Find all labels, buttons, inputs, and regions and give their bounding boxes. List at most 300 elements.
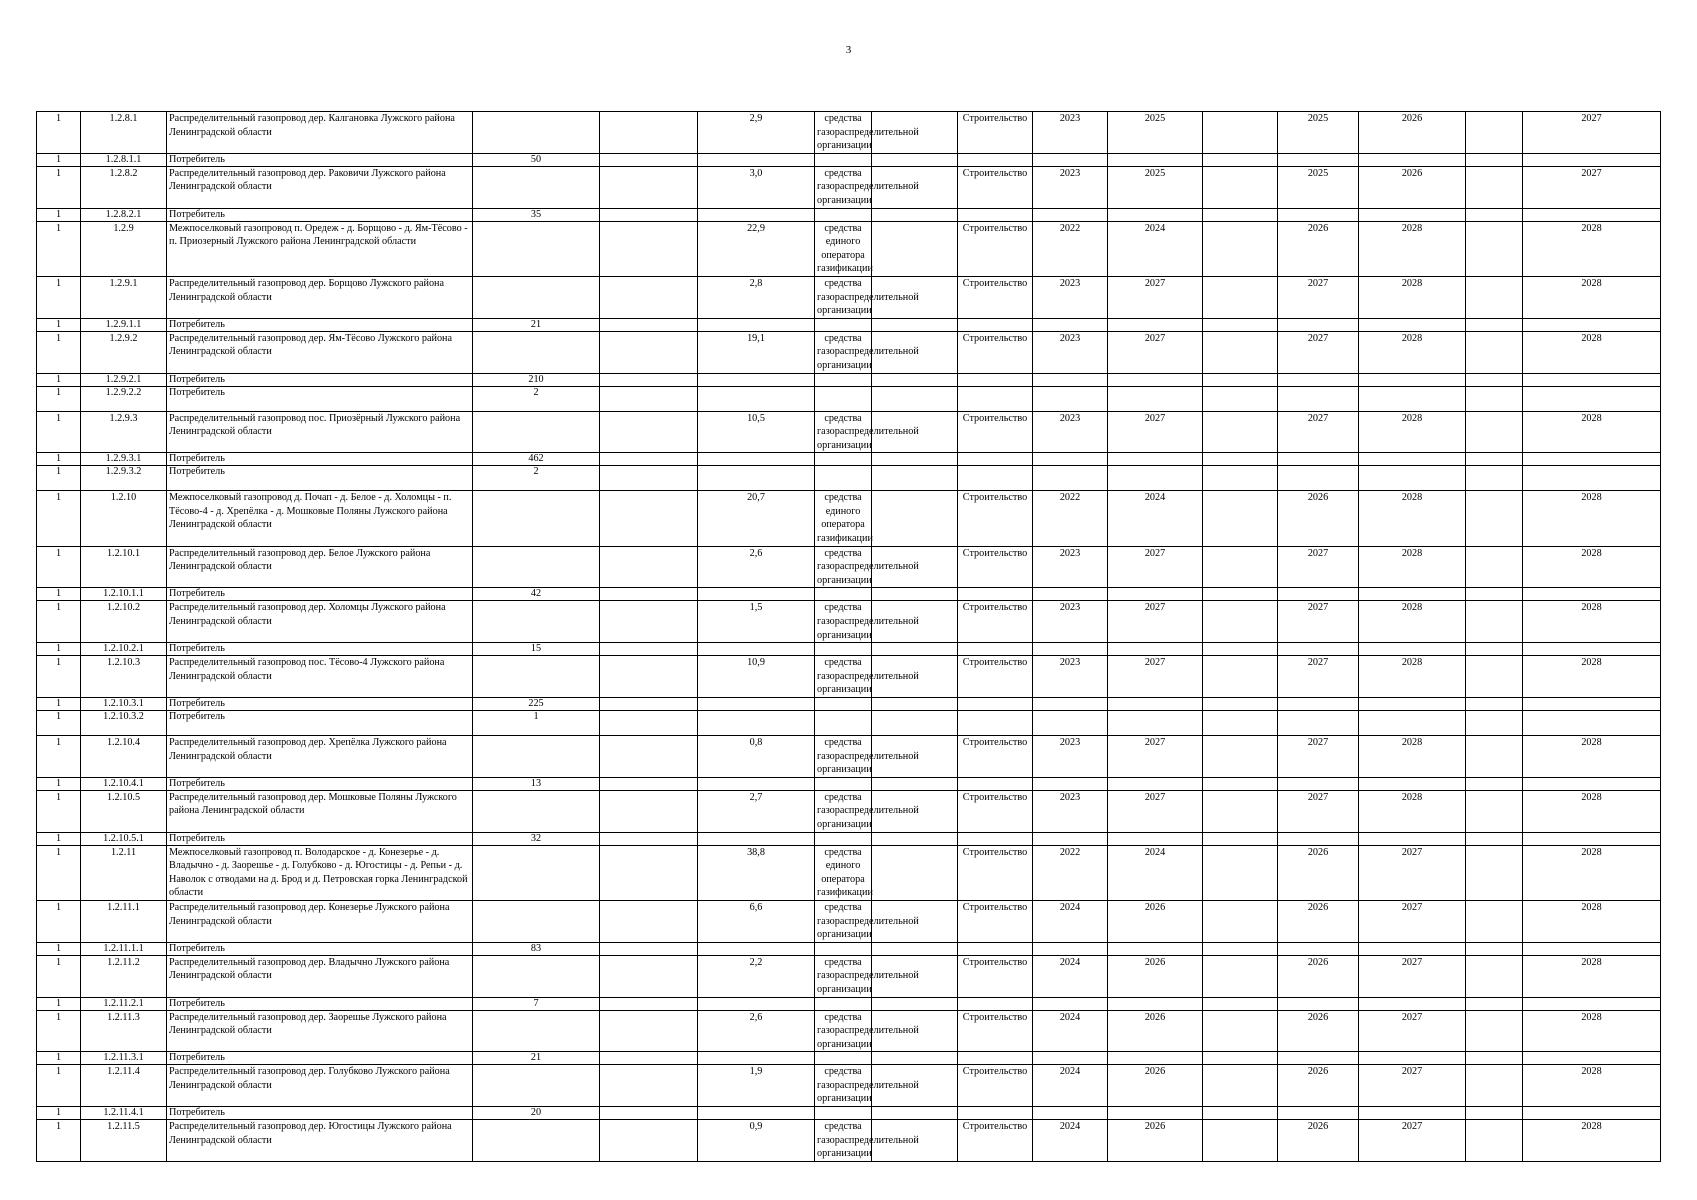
code-cell: 1.2.10.4 bbox=[81, 736, 167, 778]
year-start-cell: 2023 bbox=[1033, 790, 1108, 832]
year-4-cell bbox=[1359, 453, 1466, 466]
year-3-cell bbox=[1278, 832, 1359, 845]
code-cell: 1.2.10.3.2 bbox=[81, 711, 167, 736]
length-cell: 1,9 bbox=[698, 1065, 815, 1107]
empty-cell bbox=[872, 942, 958, 955]
empty-cell bbox=[1203, 386, 1278, 411]
work-type-cell: Строительство bbox=[958, 1120, 1033, 1162]
empty-cell bbox=[600, 845, 698, 900]
year-3-cell bbox=[1278, 386, 1359, 411]
empty-cell bbox=[600, 942, 698, 955]
length-cell: 2,8 bbox=[698, 276, 815, 318]
row-index-cell: 1 bbox=[37, 466, 81, 491]
year-4-cell bbox=[1359, 1107, 1466, 1120]
work-type-cell: Строительство bbox=[958, 790, 1033, 832]
work-type-cell: Строительство bbox=[958, 491, 1033, 546]
empty-cell bbox=[1203, 698, 1278, 711]
code-cell: 1.2.10.1 bbox=[81, 546, 167, 588]
row-index-cell: 1 bbox=[37, 845, 81, 900]
empty-cell bbox=[1466, 997, 1523, 1010]
row-index-cell: 1 bbox=[37, 1010, 81, 1052]
year-start-cell: 2024 bbox=[1033, 1065, 1108, 1107]
code-cell: 1.2.10 bbox=[81, 491, 167, 546]
year-start-cell: 2024 bbox=[1033, 900, 1108, 942]
row-index-cell: 1 bbox=[37, 1120, 81, 1162]
year-3-cell bbox=[1278, 1107, 1359, 1120]
funding-source-cell: средства газораспределительной организации bbox=[815, 955, 872, 997]
empty-cell bbox=[1203, 601, 1278, 643]
consumer-row bbox=[37, 1107, 1661, 1120]
empty-cell bbox=[1466, 491, 1523, 546]
work-type-cell bbox=[958, 1107, 1033, 1120]
count-cell: 15 bbox=[473, 643, 600, 656]
work-type-cell: Строительство bbox=[958, 955, 1033, 997]
year-start-cell: 2022 bbox=[1033, 491, 1108, 546]
year-4-cell bbox=[1359, 711, 1466, 736]
empty-cell bbox=[600, 546, 698, 588]
count-cell bbox=[473, 112, 600, 154]
empty-cell bbox=[1466, 845, 1523, 900]
year-5-cell bbox=[1523, 208, 1661, 221]
year-5-cell bbox=[1523, 588, 1661, 601]
empty-cell bbox=[872, 777, 958, 790]
code-cell: 1.2.9.3.1 bbox=[81, 453, 167, 466]
length-cell bbox=[698, 777, 815, 790]
empty-cell bbox=[1466, 955, 1523, 997]
name-cell: Распределительный газопровод дер. Хрепёлка Лужского района Ленинградской области bbox=[167, 736, 473, 778]
year-start-cell bbox=[1033, 208, 1108, 221]
year-start-cell bbox=[1033, 373, 1108, 386]
work-type-cell bbox=[958, 373, 1033, 386]
empty-cell bbox=[1203, 656, 1278, 698]
count-cell bbox=[473, 1120, 600, 1162]
year-3-cell: 2025 bbox=[1278, 166, 1359, 208]
year-end-cell: 2027 bbox=[1108, 331, 1203, 373]
code-cell: 1.2.10.3.1 bbox=[81, 698, 167, 711]
empty-cell bbox=[1203, 777, 1278, 790]
funding-source-cell bbox=[815, 208, 872, 221]
empty-cell bbox=[1203, 900, 1278, 942]
year-start-cell: 2023 bbox=[1033, 411, 1108, 453]
length-cell: 0,8 bbox=[698, 736, 815, 778]
year-3-cell: 2026 bbox=[1278, 221, 1359, 276]
year-start-cell bbox=[1033, 318, 1108, 331]
work-type-cell: Строительство bbox=[958, 1010, 1033, 1052]
code-cell: 1.2.11.2 bbox=[81, 955, 167, 997]
length-cell: 0,9 bbox=[698, 1120, 815, 1162]
year-4-cell bbox=[1359, 832, 1466, 845]
year-start-cell: 2023 bbox=[1033, 112, 1108, 154]
work-type-cell: Строительство bbox=[958, 411, 1033, 453]
work-type-cell: Строительство bbox=[958, 166, 1033, 208]
code-cell: 1.2.9.1.1 bbox=[81, 318, 167, 331]
funding-source-cell bbox=[815, 453, 872, 466]
empty-cell bbox=[600, 1065, 698, 1107]
length-cell bbox=[698, 698, 815, 711]
year-start-cell: 2023 bbox=[1033, 331, 1108, 373]
year-5-cell: 2028 bbox=[1523, 1065, 1661, 1107]
empty-cell bbox=[1203, 588, 1278, 601]
count-cell: 2 bbox=[473, 466, 600, 491]
consumer-row bbox=[37, 466, 1661, 491]
year-4-cell: 2028 bbox=[1359, 601, 1466, 643]
year-end-cell bbox=[1108, 942, 1203, 955]
year-4-cell: 2027 bbox=[1359, 900, 1466, 942]
empty-cell bbox=[872, 643, 958, 656]
year-5-cell: 2028 bbox=[1523, 1120, 1661, 1162]
year-end-cell bbox=[1108, 386, 1203, 411]
year-5-cell bbox=[1523, 777, 1661, 790]
year-5-cell: 2028 bbox=[1523, 656, 1661, 698]
length-cell: 1,5 bbox=[698, 601, 815, 643]
object-row bbox=[37, 546, 1661, 588]
year-end-cell bbox=[1108, 588, 1203, 601]
empty-cell bbox=[1203, 942, 1278, 955]
length-cell: 22,9 bbox=[698, 221, 815, 276]
year-3-cell bbox=[1278, 942, 1359, 955]
empty-cell bbox=[872, 698, 958, 711]
empty-cell bbox=[1466, 373, 1523, 386]
code-cell: 1.2.9.2 bbox=[81, 331, 167, 373]
name-cell: Распределительный газопровод дер. Холомцы Лужского района Ленинградской области bbox=[167, 601, 473, 643]
name-cell: Потребитель bbox=[167, 453, 473, 466]
funding-source-cell: средства газораспределительной организации bbox=[815, 656, 872, 698]
consumer-row bbox=[37, 453, 1661, 466]
year-4-cell bbox=[1359, 643, 1466, 656]
object-row bbox=[37, 1065, 1661, 1107]
year-start-cell bbox=[1033, 711, 1108, 736]
year-end-cell: 2024 bbox=[1108, 845, 1203, 900]
row-index-cell: 1 bbox=[37, 955, 81, 997]
empty-cell bbox=[1203, 845, 1278, 900]
count-cell: 50 bbox=[473, 153, 600, 166]
name-cell: Распределительный газопровод дер. Заорешье Лужского района Ленинградской области bbox=[167, 1010, 473, 1052]
row-index-cell: 1 bbox=[37, 698, 81, 711]
code-cell: 1.2.9.2.2 bbox=[81, 386, 167, 411]
code-cell: 1.2.11.4.1 bbox=[81, 1107, 167, 1120]
year-end-cell: 2027 bbox=[1108, 411, 1203, 453]
count-cell: 21 bbox=[473, 1052, 600, 1065]
year-end-cell bbox=[1108, 997, 1203, 1010]
name-cell: Распределительный газопровод пос. Приозёрный Лужского района Ленинградской области bbox=[167, 411, 473, 453]
funding-source-cell bbox=[815, 373, 872, 386]
year-start-cell bbox=[1033, 777, 1108, 790]
funding-source-cell bbox=[815, 1052, 872, 1065]
funding-source-cell bbox=[815, 777, 872, 790]
empty-cell bbox=[1203, 331, 1278, 373]
year-end-cell bbox=[1108, 208, 1203, 221]
year-end-cell bbox=[1108, 832, 1203, 845]
length-cell bbox=[698, 997, 815, 1010]
empty-cell bbox=[1203, 832, 1278, 845]
year-4-cell: 2028 bbox=[1359, 656, 1466, 698]
empty-cell bbox=[600, 318, 698, 331]
code-cell: 1.2.11.3.1 bbox=[81, 1052, 167, 1065]
empty-cell bbox=[1203, 643, 1278, 656]
code-cell: 1.2.11.2.1 bbox=[81, 997, 167, 1010]
year-start-cell: 2024 bbox=[1033, 1120, 1108, 1162]
empty-cell bbox=[872, 588, 958, 601]
year-3-cell: 2026 bbox=[1278, 955, 1359, 997]
empty-cell bbox=[1203, 373, 1278, 386]
year-start-cell: 2023 bbox=[1033, 656, 1108, 698]
year-end-cell: 2026 bbox=[1108, 1065, 1203, 1107]
row-index-cell: 1 bbox=[37, 373, 81, 386]
year-end-cell: 2024 bbox=[1108, 221, 1203, 276]
year-3-cell bbox=[1278, 698, 1359, 711]
code-cell: 1.2.10.1.1 bbox=[81, 588, 167, 601]
year-end-cell bbox=[1108, 373, 1203, 386]
funding-source-cell bbox=[815, 466, 872, 491]
empty-cell bbox=[600, 1107, 698, 1120]
funding-source-cell bbox=[815, 386, 872, 411]
empty-cell bbox=[600, 208, 698, 221]
year-4-cell: 2028 bbox=[1359, 411, 1466, 453]
empty-cell bbox=[1203, 166, 1278, 208]
year-4-cell: 2028 bbox=[1359, 491, 1466, 546]
year-3-cell bbox=[1278, 1052, 1359, 1065]
empty-cell bbox=[872, 373, 958, 386]
length-cell: 2,6 bbox=[698, 546, 815, 588]
code-cell: 1.2.10.3 bbox=[81, 656, 167, 698]
row-index-cell: 1 bbox=[37, 900, 81, 942]
name-cell: Потребитель bbox=[167, 386, 473, 411]
name-cell: Распределительный газопровод пос. Тёсово-4 Лужского района Ленинградской области bbox=[167, 656, 473, 698]
empty-cell bbox=[600, 997, 698, 1010]
empty-cell bbox=[872, 466, 958, 491]
year-3-cell: 2027 bbox=[1278, 276, 1359, 318]
year-5-cell: 2028 bbox=[1523, 955, 1661, 997]
count-cell bbox=[473, 1010, 600, 1052]
empty-cell bbox=[600, 832, 698, 845]
funding-source-cell bbox=[815, 832, 872, 845]
row-index-cell: 1 bbox=[37, 1107, 81, 1120]
empty-cell bbox=[1466, 386, 1523, 411]
year-5-cell: 2028 bbox=[1523, 736, 1661, 778]
year-3-cell: 2027 bbox=[1278, 331, 1359, 373]
empty-cell bbox=[600, 453, 698, 466]
consumer-row bbox=[37, 588, 1661, 601]
work-type-cell bbox=[958, 153, 1033, 166]
year-4-cell bbox=[1359, 942, 1466, 955]
empty-cell bbox=[1203, 997, 1278, 1010]
table-body bbox=[37, 112, 1661, 1162]
year-3-cell bbox=[1278, 643, 1359, 656]
work-type-cell: Строительство bbox=[958, 221, 1033, 276]
name-cell: Распределительный газопровод дер. Мошковые Поляны Лужского района Ленинградской области bbox=[167, 790, 473, 832]
object-row bbox=[37, 1010, 1661, 1052]
count-cell bbox=[473, 656, 600, 698]
year-4-cell bbox=[1359, 777, 1466, 790]
empty-cell bbox=[1466, 208, 1523, 221]
code-cell: 1.2.11.1 bbox=[81, 900, 167, 942]
consumer-row bbox=[37, 711, 1661, 736]
empty-cell bbox=[1203, 1010, 1278, 1052]
length-cell: 6,6 bbox=[698, 900, 815, 942]
name-cell: Потребитель bbox=[167, 643, 473, 656]
name-cell: Потребитель bbox=[167, 698, 473, 711]
count-cell: 21 bbox=[473, 318, 600, 331]
count-cell bbox=[473, 331, 600, 373]
year-4-cell bbox=[1359, 588, 1466, 601]
consumer-row bbox=[37, 777, 1661, 790]
year-5-cell bbox=[1523, 698, 1661, 711]
object-row bbox=[37, 221, 1661, 276]
funding-source-cell: средства единого оператора газификации bbox=[815, 221, 872, 276]
year-end-cell: 2024 bbox=[1108, 491, 1203, 546]
year-3-cell: 2026 bbox=[1278, 845, 1359, 900]
row-index-cell: 1 bbox=[37, 453, 81, 466]
row-index-cell: 1 bbox=[37, 643, 81, 656]
work-type-cell bbox=[958, 942, 1033, 955]
row-index-cell: 1 bbox=[37, 790, 81, 832]
consumer-row bbox=[37, 208, 1661, 221]
funding-source-cell: средства единого оператора газификации bbox=[815, 845, 872, 900]
empty-cell bbox=[1466, 453, 1523, 466]
code-cell: 1.2.10.2 bbox=[81, 601, 167, 643]
length-cell: 10,5 bbox=[698, 411, 815, 453]
count-cell: 42 bbox=[473, 588, 600, 601]
count-cell: 210 bbox=[473, 373, 600, 386]
work-type-cell bbox=[958, 1052, 1033, 1065]
count-cell: 13 bbox=[473, 777, 600, 790]
empty-cell bbox=[600, 711, 698, 736]
name-cell: Потребитель bbox=[167, 777, 473, 790]
row-index-cell: 1 bbox=[37, 736, 81, 778]
year-3-cell: 2027 bbox=[1278, 790, 1359, 832]
year-5-cell: 2028 bbox=[1523, 845, 1661, 900]
empty-cell bbox=[872, 1052, 958, 1065]
count-cell: 32 bbox=[473, 832, 600, 845]
year-4-cell: 2027 bbox=[1359, 1120, 1466, 1162]
empty-cell bbox=[600, 373, 698, 386]
length-cell: 10,9 bbox=[698, 656, 815, 698]
empty-cell bbox=[1203, 711, 1278, 736]
empty-cell bbox=[1203, 1065, 1278, 1107]
row-index-cell: 1 bbox=[37, 1052, 81, 1065]
year-3-cell bbox=[1278, 208, 1359, 221]
length-cell bbox=[698, 453, 815, 466]
row-index-cell: 1 bbox=[37, 1065, 81, 1107]
empty-cell bbox=[1203, 112, 1278, 154]
year-3-cell: 2027 bbox=[1278, 546, 1359, 588]
funding-source-cell bbox=[815, 942, 872, 955]
year-start-cell bbox=[1033, 153, 1108, 166]
work-type-cell bbox=[958, 711, 1033, 736]
count-cell bbox=[473, 166, 600, 208]
code-cell: 1.2.11.1.1 bbox=[81, 942, 167, 955]
year-5-cell bbox=[1523, 466, 1661, 491]
year-start-cell: 2023 bbox=[1033, 276, 1108, 318]
year-5-cell: 2028 bbox=[1523, 790, 1661, 832]
empty-cell bbox=[872, 1107, 958, 1120]
consumer-row bbox=[37, 698, 1661, 711]
year-5-cell bbox=[1523, 997, 1661, 1010]
year-4-cell: 2028 bbox=[1359, 331, 1466, 373]
year-start-cell bbox=[1033, 453, 1108, 466]
empty-cell bbox=[600, 491, 698, 546]
length-cell: 3,0 bbox=[698, 166, 815, 208]
year-3-cell bbox=[1278, 453, 1359, 466]
empty-cell bbox=[600, 466, 698, 491]
code-cell: 1.2.9.1 bbox=[81, 276, 167, 318]
empty-cell bbox=[600, 331, 698, 373]
empty-cell bbox=[1466, 153, 1523, 166]
count-cell: 2 bbox=[473, 386, 600, 411]
year-start-cell bbox=[1033, 997, 1108, 1010]
name-cell: Распределительный газопровод дер. Голубково Лужского района Ленинградской области bbox=[167, 1065, 473, 1107]
length-cell: 38,8 bbox=[698, 845, 815, 900]
row-index-cell: 1 bbox=[37, 166, 81, 208]
year-5-cell bbox=[1523, 453, 1661, 466]
year-4-cell: 2028 bbox=[1359, 736, 1466, 778]
year-5-cell: 2028 bbox=[1523, 491, 1661, 546]
year-4-cell bbox=[1359, 208, 1466, 221]
length-cell bbox=[698, 153, 815, 166]
length-cell: 2,7 bbox=[698, 790, 815, 832]
year-end-cell bbox=[1108, 698, 1203, 711]
name-cell: Потребитель bbox=[167, 1107, 473, 1120]
year-end-cell: 2026 bbox=[1108, 1120, 1203, 1162]
name-cell: Межпоселковый газопровод д. Почап - д. Белое - д. Холомцы - п. Тёсово-4 - д. Хрепёлка - д. Мошковые Поляны Лужского района Ленинградской области bbox=[167, 491, 473, 546]
empty-cell bbox=[1466, 656, 1523, 698]
empty-cell bbox=[600, 656, 698, 698]
name-cell: Распределительный газопровод дер. Калгановка Лужского района Ленинградской области bbox=[167, 112, 473, 154]
year-start-cell bbox=[1033, 1107, 1108, 1120]
year-5-cell bbox=[1523, 153, 1661, 166]
year-end-cell bbox=[1108, 466, 1203, 491]
year-5-cell bbox=[1523, 711, 1661, 736]
length-cell bbox=[698, 1107, 815, 1120]
object-row bbox=[37, 601, 1661, 643]
code-cell: 1.2.11.3 bbox=[81, 1010, 167, 1052]
year-5-cell: 2027 bbox=[1523, 166, 1661, 208]
year-start-cell: 2023 bbox=[1033, 601, 1108, 643]
name-cell: Потребитель bbox=[167, 711, 473, 736]
empty-cell bbox=[1203, 546, 1278, 588]
count-cell: 35 bbox=[473, 208, 600, 221]
empty-cell bbox=[1203, 491, 1278, 546]
year-5-cell bbox=[1523, 386, 1661, 411]
year-4-cell: 2027 bbox=[1359, 955, 1466, 997]
count-cell: 83 bbox=[473, 942, 600, 955]
empty-cell bbox=[872, 221, 958, 276]
code-cell: 1.2.9 bbox=[81, 221, 167, 276]
code-cell: 1.2.11.5 bbox=[81, 1120, 167, 1162]
year-end-cell: 2027 bbox=[1108, 546, 1203, 588]
empty-cell bbox=[1466, 1052, 1523, 1065]
year-5-cell bbox=[1523, 942, 1661, 955]
year-3-cell: 2026 bbox=[1278, 1065, 1359, 1107]
empty-cell bbox=[600, 1010, 698, 1052]
count-cell bbox=[473, 955, 600, 997]
name-cell: Межпоселковый газопровод п. Володарское - д. Конезерье - д. Владычно - д. Заорешье - д. Голубково - д. Югостицы - д. Репьи - д. Наволок с отводами на д. Брод и д. Петровская горка Ленинградской области bbox=[167, 845, 473, 900]
row-index-cell: 1 bbox=[37, 491, 81, 546]
empty-cell bbox=[600, 736, 698, 778]
row-index-cell: 1 bbox=[37, 386, 81, 411]
work-type-cell bbox=[958, 208, 1033, 221]
work-type-cell bbox=[958, 318, 1033, 331]
year-4-cell: 2028 bbox=[1359, 546, 1466, 588]
object-row bbox=[37, 845, 1661, 900]
year-start-cell bbox=[1033, 1052, 1108, 1065]
year-4-cell: 2027 bbox=[1359, 845, 1466, 900]
year-4-cell: 2027 bbox=[1359, 1010, 1466, 1052]
year-3-cell bbox=[1278, 153, 1359, 166]
year-end-cell bbox=[1108, 711, 1203, 736]
code-cell: 1.2.9.2.1 bbox=[81, 373, 167, 386]
empty-cell bbox=[872, 845, 958, 900]
